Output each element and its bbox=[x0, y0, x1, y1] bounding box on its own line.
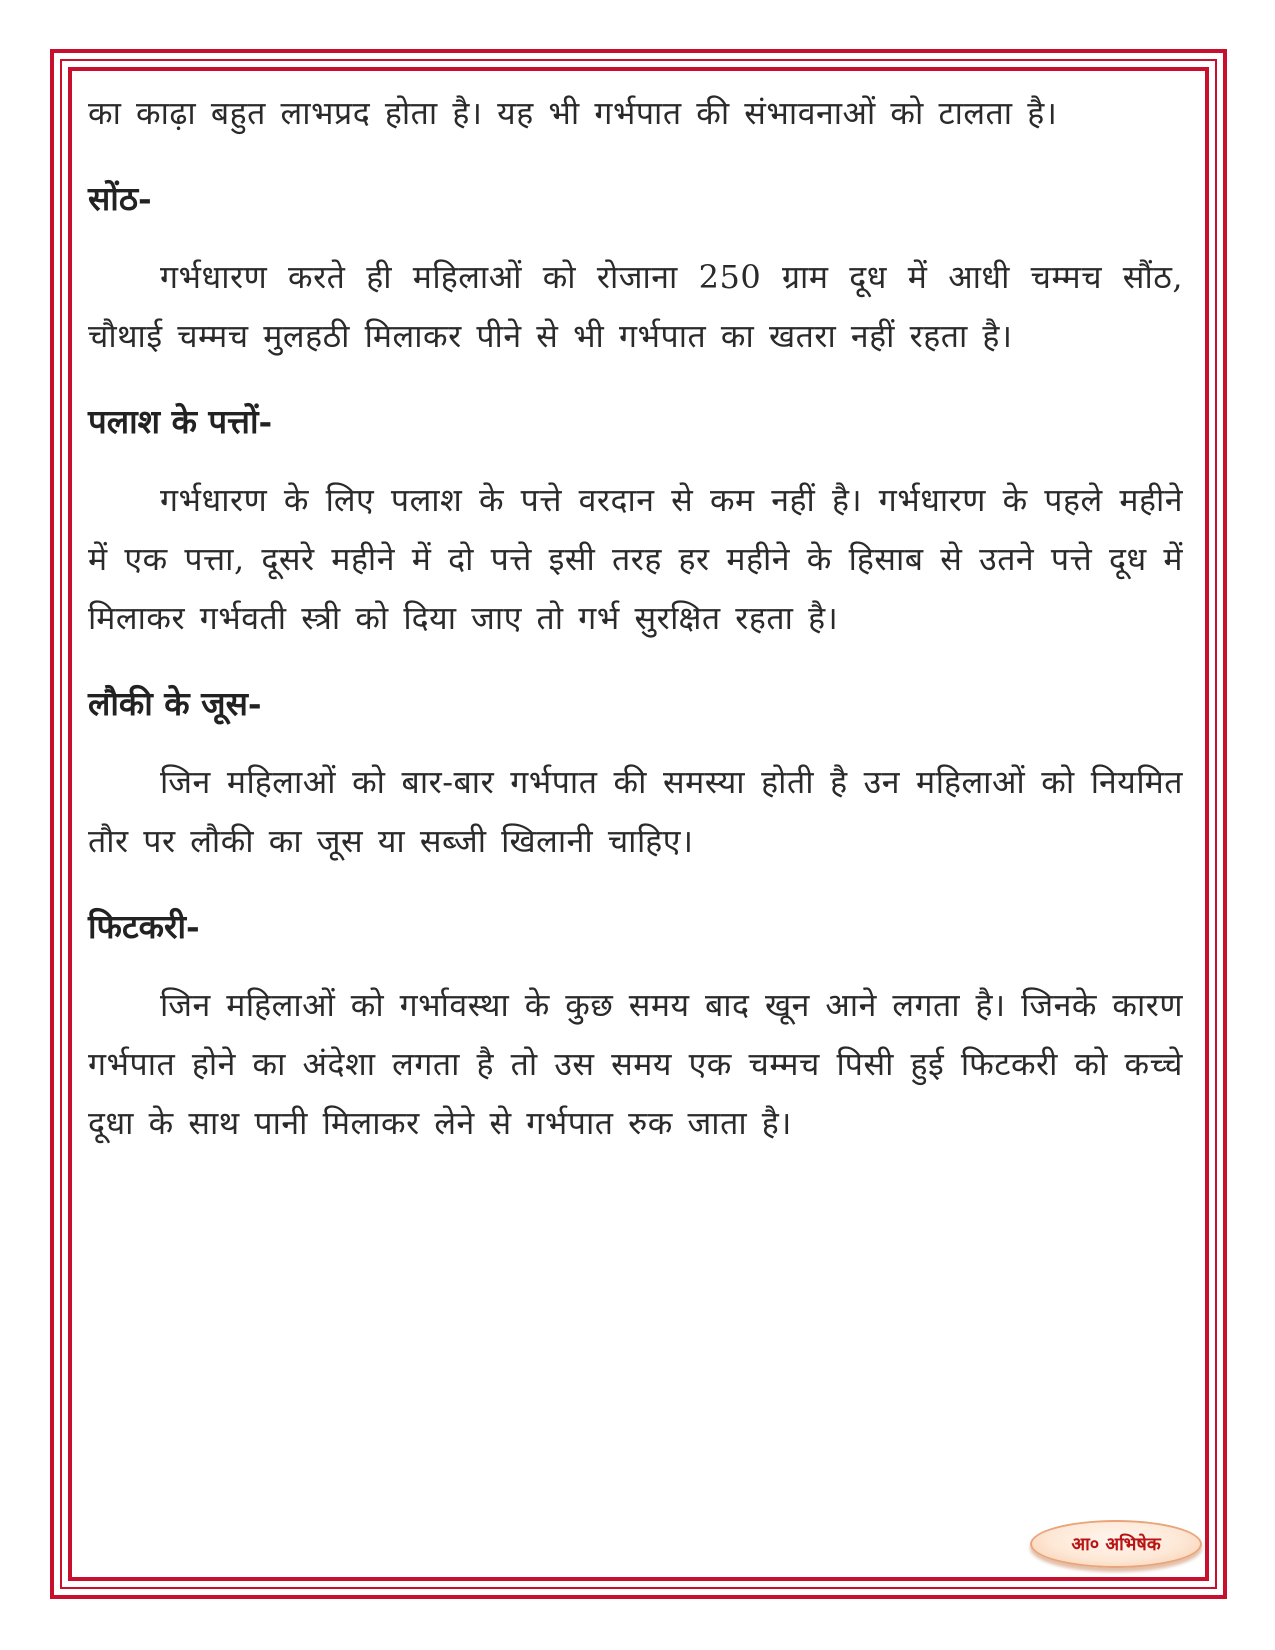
heading-palash: पलाश के पत्तों- bbox=[88, 402, 273, 441]
author-badge-text: आ० अभिषेक bbox=[1071, 1534, 1161, 1555]
page-content bbox=[88, 84, 1183, 1153]
paragraph-sonth: गर्भधारण करते ही महिलाओं को रोजाना 250 ग्राम दूध में आधी चम्मच सौंठ, चौथाई चम्मच मुलहठी मिलाकर पीने से भी गर्भपात का खतरा नहीं रहता है। bbox=[88, 258, 1183, 355]
paragraph-lauki: जिन महिलाओं को बार-बार गर्भपात की समस्या होती है उन महिलाओं को नियमित तौर पर लौकी का जूस या सब्जी खिलानी चाहिए। bbox=[88, 763, 1183, 860]
heading-sonth: सोंठ- bbox=[88, 179, 152, 218]
heading-fitkari: फिटकरी- bbox=[88, 907, 200, 946]
author-badge bbox=[1030, 1520, 1202, 1568]
paragraph-fitkari: जिन महिलाओं को गर्भावस्था के कुछ समय बाद खून आने लगता है। जिनके कारण गर्भपात होने का अंदेशा लगता है तो उस समय एक चम्मच पिसी हुई फिटकरी को कच्चे दूधा के साथ पानी मिलाकर लेने से गर्भपात रुक जाता है। bbox=[88, 986, 1183, 1142]
paragraph-palash: गर्भधारण के लिए पलाश के पत्ते वरदान से कम नहीं है। गर्भधारण के पहले महीने में एक पत्ता, दूसरे महीने में दो पत्ते इसी तरह हर महीने के हिसाब से उतने पत्ते दूध में मिलाकर गर्भवती स्त्री को दिया जाए तो गर्भ सुरक्षित रहता है। bbox=[88, 481, 1183, 637]
heading-lauki: लौकी के जूस- bbox=[88, 684, 262, 723]
intro-paragraph: का काढ़ा बहुत लाभप्रद होता है। यह भी गर्भपात की संभावनाओं को टालता है। bbox=[88, 94, 1058, 132]
